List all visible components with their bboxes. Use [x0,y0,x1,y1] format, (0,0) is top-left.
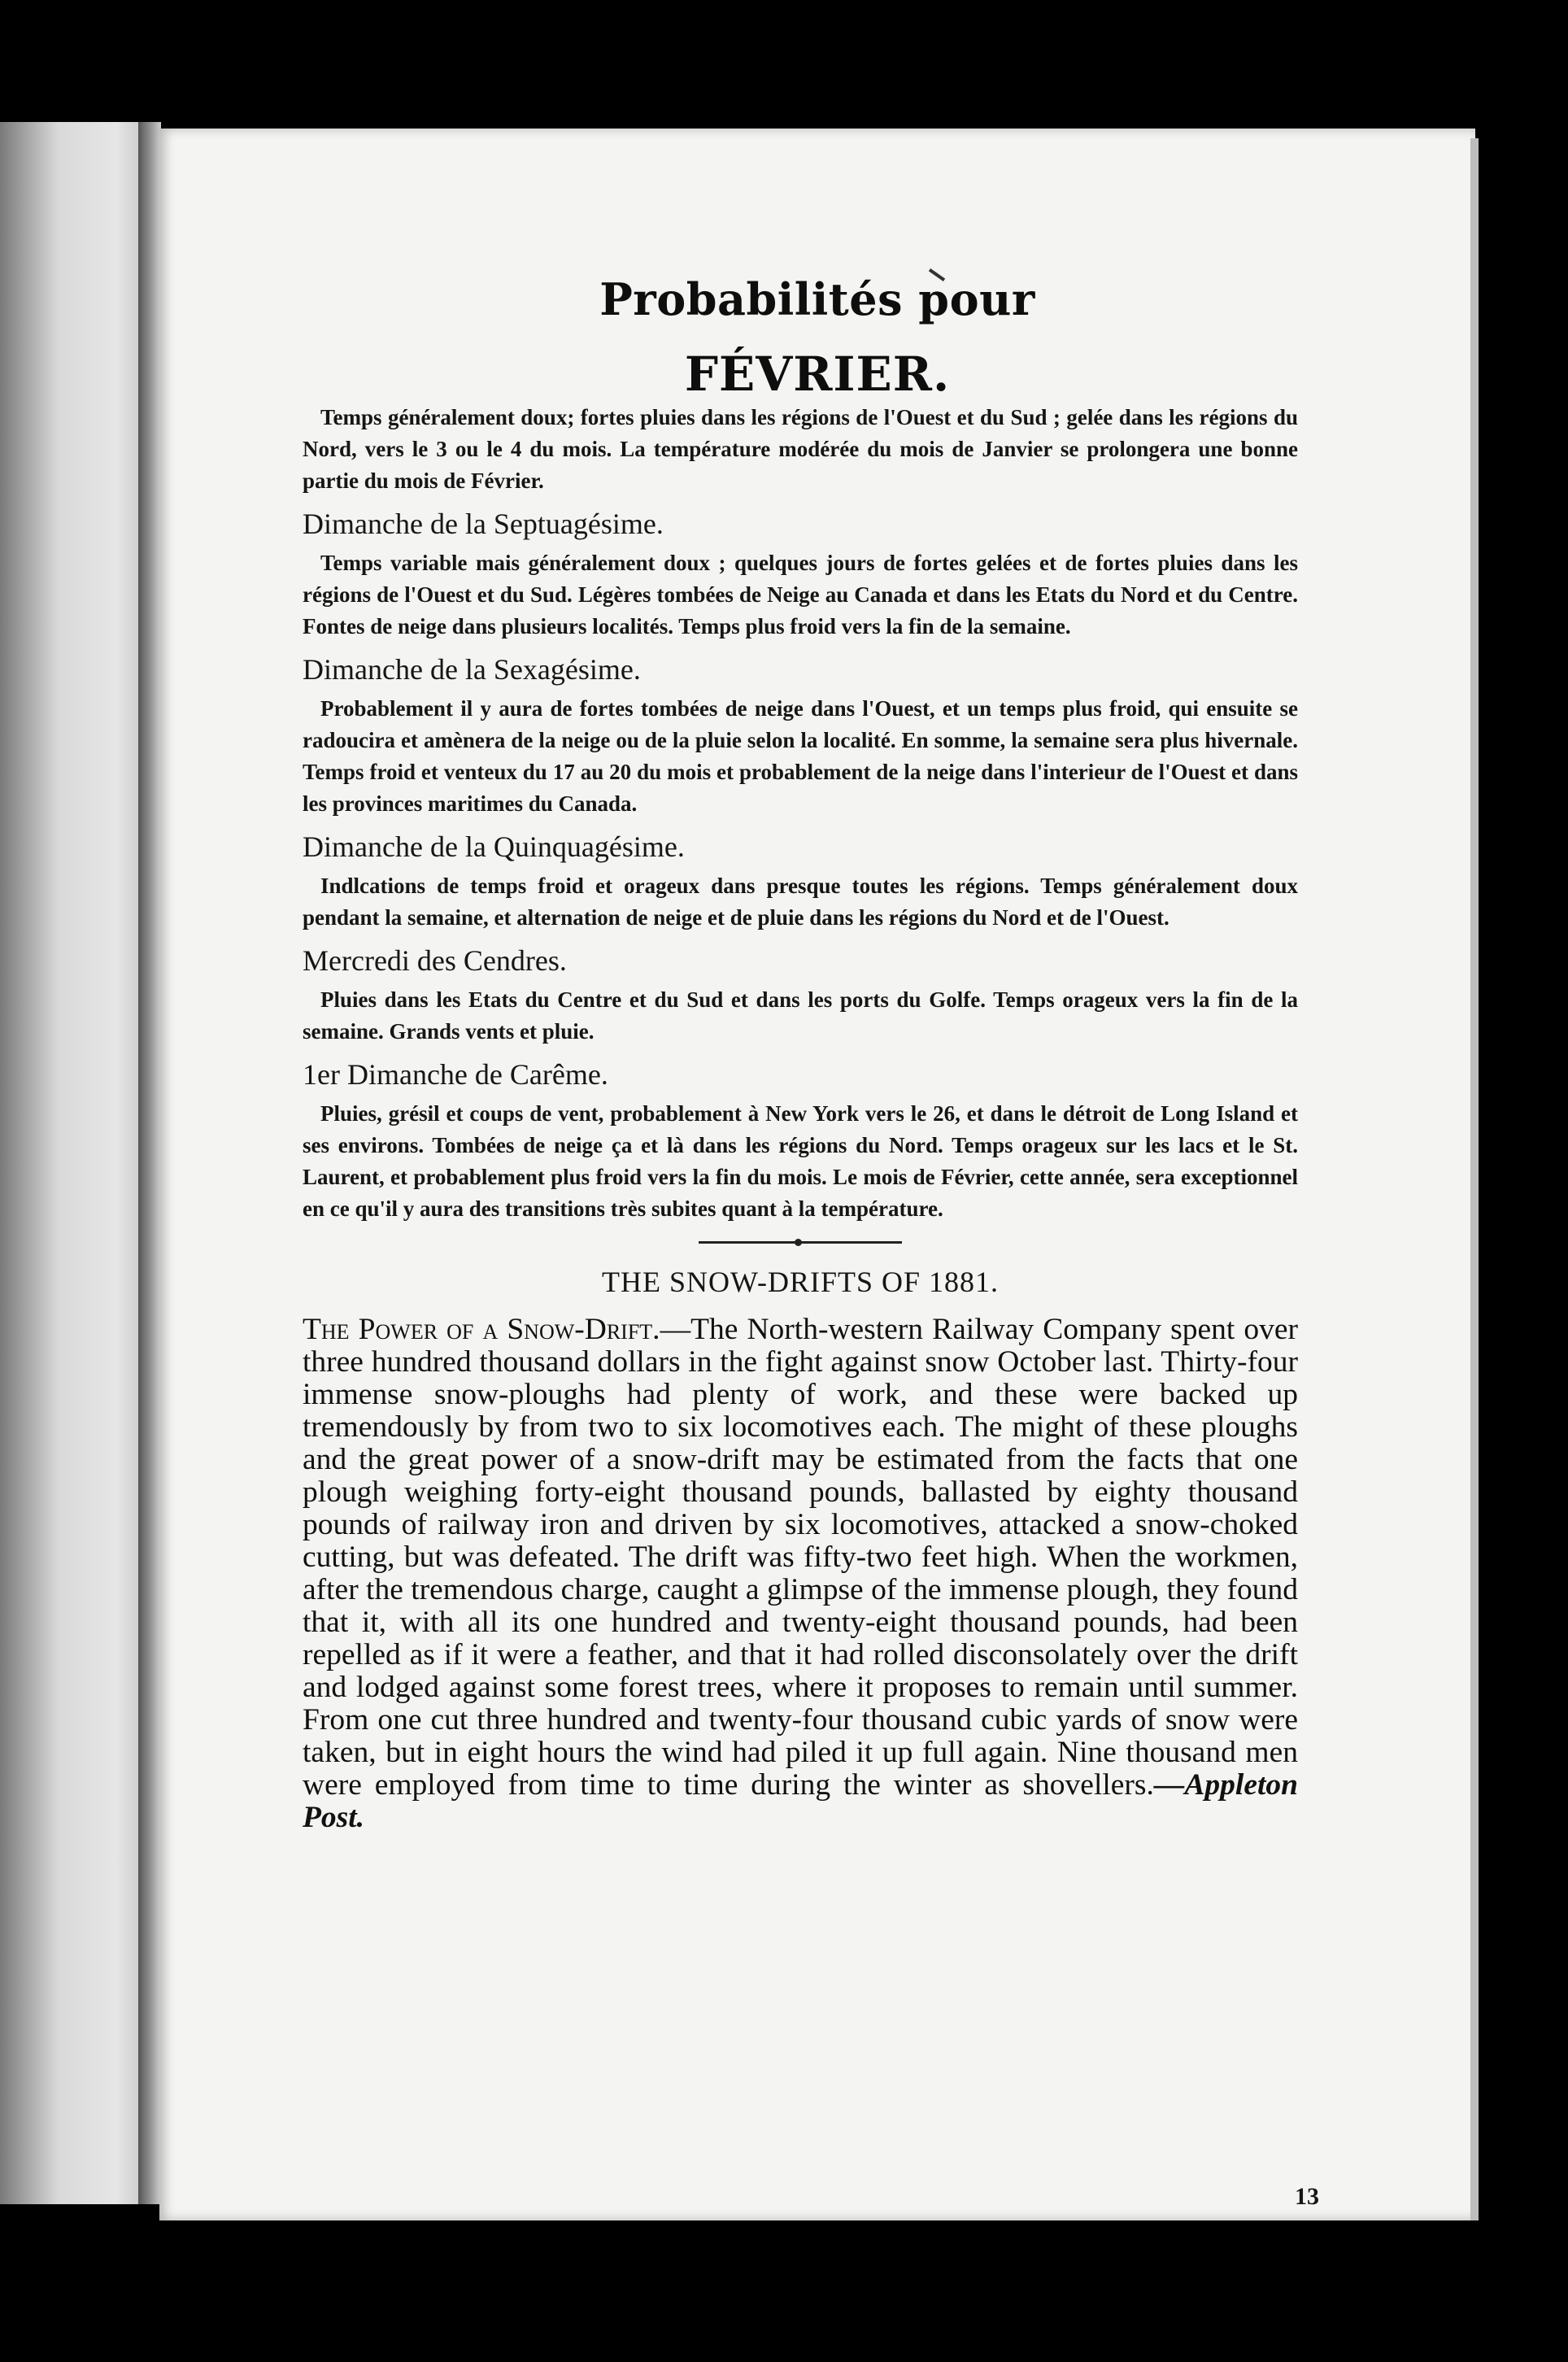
page-subtitle: FÉVRIER. [684,346,951,402]
page-number: 13 [1295,2183,1319,2210]
section-paragraph: Pluies dans les Etats du Centre et du Sud et dans les ports du Golfe. Temps orageux vers la fin de la semaine. Grands vents et pluie. [303,987,1298,1044]
section-heading: Dimanche de la Septuagésime. [303,508,664,540]
facing-page [0,122,146,2204]
section-paragraph: Probablement il y aura de fortes tombées de neige dans l'Ouest, et un temps plus froid, qui ensuite se radoucira et amènera de la neige ou de la pluie selon la localité. En somme, la semaine sera plus hivernale. Temps froid et venteux du 17 au 20 du mois et probablement de la neige dans l'interieur de l'Ouest et dans les provinces maritimes du Canada. [303,696,1298,816]
article-paragraph [303,1314,1298,1834]
section-paragraph: Temps variable mais généralement doux ; quelques jours de fortes gelées et de fortes pluies dans les régions de l'Ouest et du Sud. Légères tombées de Neige au Canada et dans les Etats du Nord et du Centre. Fontes de neige dans plusieurs localités. Temps plus froid vers la fin de la semaine. [303,551,1298,638]
article-title: THE SNOW-DRIFTS OF 1881. [601,1266,1000,1298]
intro-paragraph: Temps généralement doux; fortes pluies dans les régions de l'Ouest et du Sud ; gelée dans les régions du Nord, vers le 3 ou le 4 du mois. La température modérée du mois de Janvier se prolongera une bonne partie du mois de Février. [303,405,1298,493]
section-heading: Dimanche de la Sexagésime. [303,653,641,686]
page-edge [1470,138,1479,2220]
book-page [159,129,1475,2220]
section-paragraph: Pluies, grésil et coups de vent, probablement à New York vers le 26, et dans le détroit de Long Island et ses environs. Tombées de neige ça et là dans les régions du Nord. Temps orageux sur les lacs et le St. Laurent, et probablement plus froid vers la fin du mois. Le mois de Février, cette année, sera exceptionnel en ce qu'il y aura des transitions très subites quant à la température. [303,1101,1298,1221]
article-attribution: —Appleton Post. [303,1768,1298,1834]
section-heading: 1er Dimanche de Carême. [303,1058,608,1091]
section-heading: Mercredi des Cendres. [303,944,567,977]
forecast-content [303,402,1298,1834]
page-gutter-shadow [138,122,161,2204]
page-title: Probabilités pour [599,273,1035,325]
section-paragraph: Indlcations de temps froid et orageux dans presque toutes les régions. Temps généralement doux pendant la semaine, et alternation de neige et de pluie dans les régions du Nord et de l'Ouest. [303,874,1298,930]
article-lead: The Power of a Snow-Drift. [303,1313,660,1346]
article-text: —The North-western Railway Company spent over three hundred thousand dollars in the fight against snow October last. Thirty-four immense snow-ploughs had plenty of work, and these were backed up tremendously by from two to six locomotives each. The might of these ploughs and the great power of a snow-drift may be estimated from the facts that one plough weighing forty-eight thousand pounds, ballasted by eighty thousand pounds of railway iron and driven by six locomotives, attacked a snow-choked cutting, but was defeated. The drift was fifty-two feet high. When the workmen, after the tremendous charge, caught a glimpse of the immense plough, they found that it, with all its one hundred and twenty-eight thousand pounds, had been repelled as if it were a feather, and that it had rolled disconsolately over the drift and lodged against some forest trees, where it proposes to remain until summer. From one cut three hundred and twenty-four thousand cubic yards of snow were taken, but in eight hours the wind had piled it up full again. Nine thousand men were employed from time to time during the winter as shovellers. [303,1313,1298,1802]
section-heading: Dimanche de la Quinquagésime. [303,830,685,863]
section-divider [699,1241,902,1244]
